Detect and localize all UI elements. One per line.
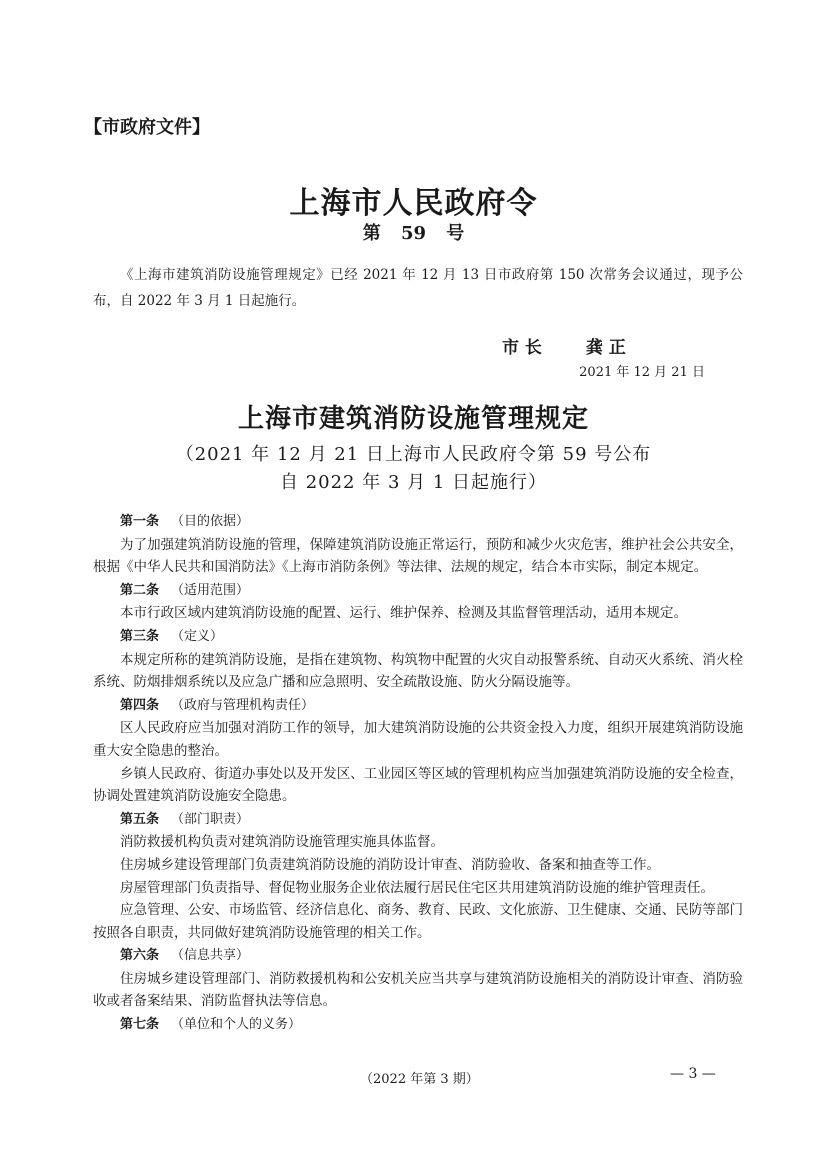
article-number: 第四条	[120, 697, 160, 713]
articles-body	[93, 510, 743, 1037]
signature-date: 2021 年 12 月 21 日	[579, 365, 705, 380]
article-topic: （单位和个人的义务）	[171, 1017, 302, 1033]
article-paragraph: 本市行政区域内建筑消防设施的配置、运行、维护保养、检测及其监督管理活动，适用本规定。	[120, 605, 687, 622]
signature-block	[502, 333, 626, 358]
article-heading	[93, 808, 743, 832]
article-heading	[93, 625, 743, 649]
article-paragraph: 区人民政府应当加强对消防工作的领导，加大建筑消防设施的公共资金投入力度，组织开展建筑消防设施重大安全隐患的整治。	[93, 720, 743, 759]
article-heading	[93, 1013, 743, 1037]
article-number: 第二条	[120, 582, 160, 598]
issue-label: （2022 年第 3 期）	[360, 1072, 479, 1087]
article-paragraph: 房屋管理部门负责指导、督促物业服务企业依法履行居民住宅区共用建筑消防设施的维护管理责任。	[120, 879, 714, 896]
article-topic: （定义）	[171, 628, 224, 644]
article-topic: （信息共享）	[171, 948, 250, 964]
article-number: 第三条	[120, 628, 160, 644]
article-paragraph: 消防救援机构负责对建筑消防设施管理实施具体监督。	[120, 834, 444, 851]
article-heading	[93, 510, 743, 534]
article-number: 第五条	[120, 811, 160, 827]
article-heading	[93, 579, 743, 603]
regulation-title: 上海市建筑消防设施管理规定	[237, 404, 589, 434]
article-paragraph: 乡镇人民政府、街道办事处以及开发区、工业园区等区域的管理机构应当加强建筑消防设施的安全检查，协调处置建筑消防设施安全隐患。	[93, 765, 743, 805]
order-title: 上海市人民政府令	[289, 186, 538, 221]
article-paragraph: 本规定所称的建筑消防设施，是指在建筑物、构筑物中配置的火灾自动报警系统、自动灭火系统、消火栓系统、防烟排烟系统以及应急广播和应急照明、安全疏散设施、防火分隔设施等。	[93, 651, 743, 691]
article-topic: （政府与管理机构责任）	[171, 697, 315, 713]
article-paragraph: 住房城乡建设管理部门、消防救援机构和公安机关应当共享与建筑消防设施相关的消防设计审查、消防验收或者备案结果、消防监督执法等信息。	[93, 970, 743, 1010]
order-number: 第 59 号	[362, 223, 465, 244]
article-paragraph: 为了加强建筑消防设施的管理，保障建筑消防设施正常运行，预防和减少火灾危害，维护社会公共安全，根据《中华人民共和国消防法》《上海市消防条例》等法律、法规的规定，结合本市实际，制定本规定。	[93, 536, 743, 576]
preamble: 《上海市建筑消防设施管理规定》已经 2021 年 12 月 13 日市政府第 150 次常务会议通过，现予公布，自 2022 年 3 月 1 日起施行。	[93, 267, 743, 309]
article-number: 第一条	[120, 514, 160, 529]
article-paragraph: 住房城乡建设管理部门负责建筑消防设施的消防设计审查、消防验收、备案和抽查等工作。	[120, 856, 660, 873]
article-heading	[93, 694, 743, 718]
article-number: 第六条	[120, 948, 160, 964]
article-heading	[93, 944, 743, 968]
regulation-subtitle-line1: （2021 年 12 月 21 日上海市人民政府令第 59 号公布	[175, 444, 652, 465]
article-paragraph: 应急管理、公安、市场监管、经济信息化、商务、教育、民政、文化旅游、卫生健康、交通、民防等部门按照各自职责，共同做好建筑消防设施管理的相关工作。	[93, 902, 743, 941]
article-topic: （目的依据）	[171, 514, 250, 529]
section-tag: 【市政府文件】	[84, 117, 210, 138]
regulation-subtitle-line2: 自 2022 年 3 月 1 日起施行）	[279, 472, 548, 493]
article-number: 第七条	[120, 1017, 160, 1033]
page-number: — 3 —	[670, 1066, 716, 1082]
signature-name: 龚 正	[585, 338, 626, 358]
signature-title: 市 长	[502, 338, 542, 358]
article-topic: （部门职责）	[171, 811, 250, 827]
article-topic: （适用范围）	[171, 582, 250, 598]
